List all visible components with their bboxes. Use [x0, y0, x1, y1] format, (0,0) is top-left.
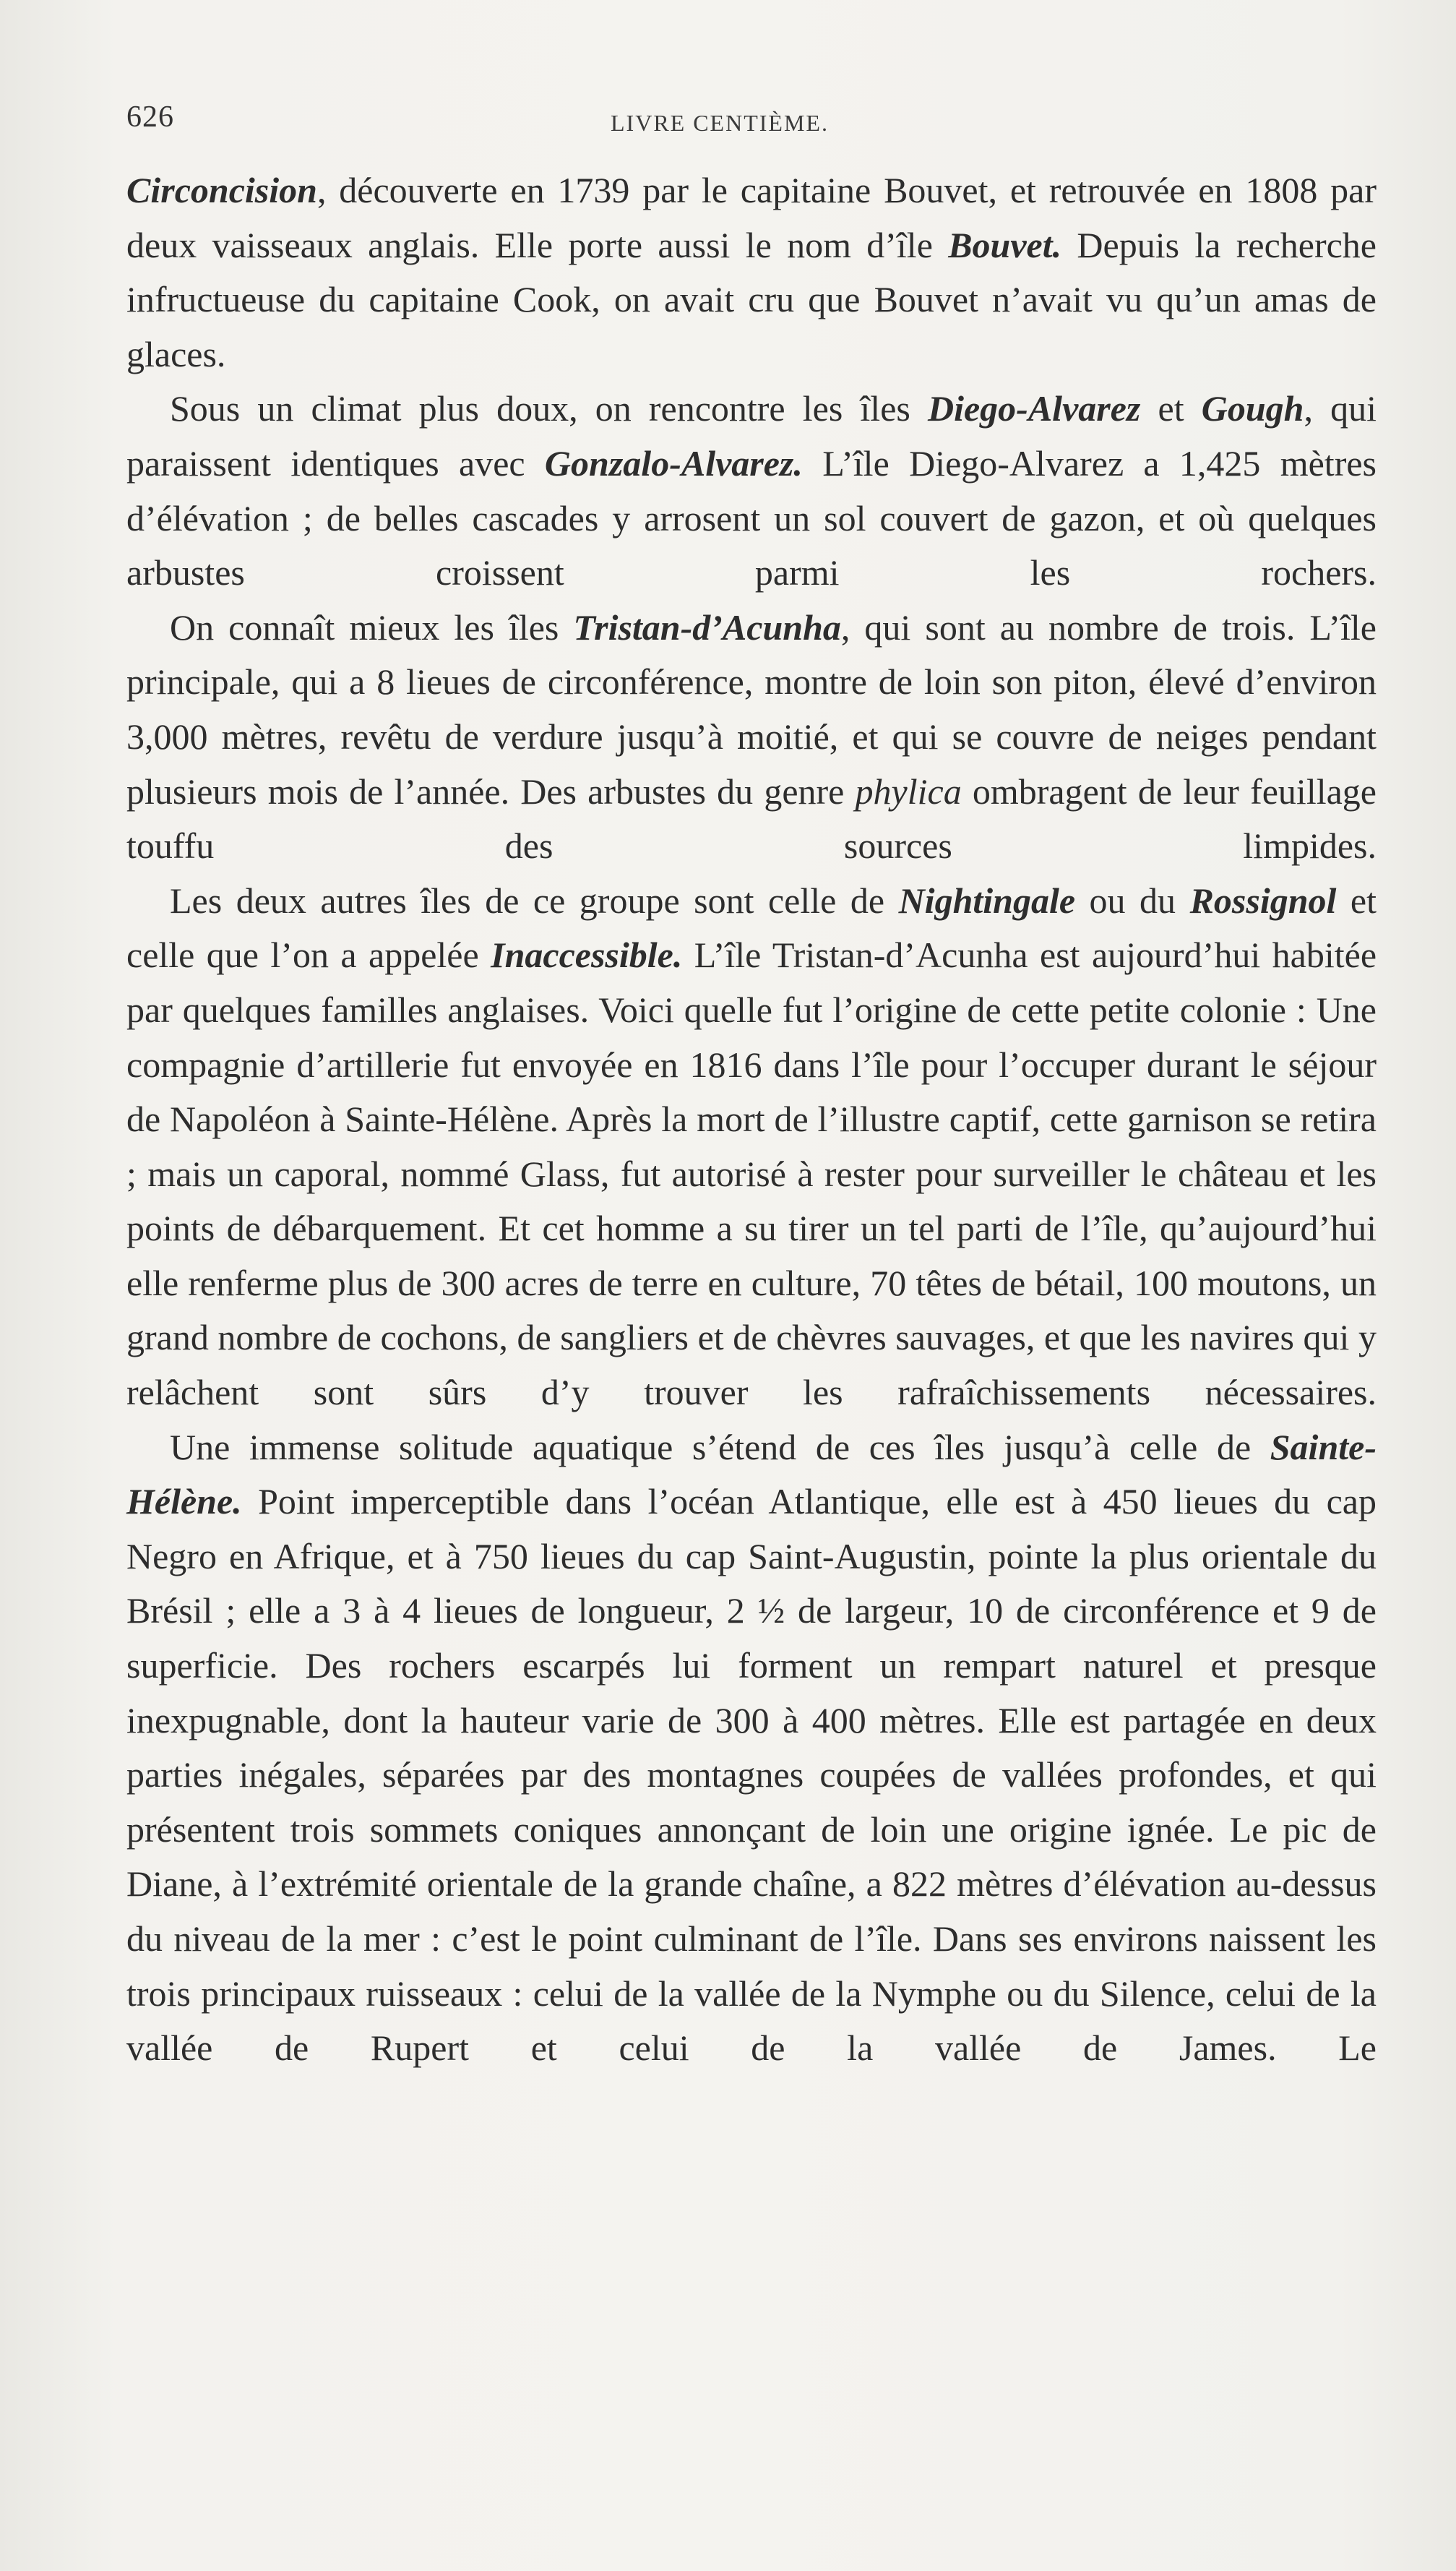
emphasized-text: Circoncision — [126, 170, 317, 210]
emphasized-text: Tristan-d’Acunha — [573, 606, 841, 648]
emphasized-text: Sainte-Hélène. — [126, 1426, 1377, 1522]
text-run: Les deux autres îles de ce groupe sont celle de — [170, 880, 899, 921]
emphasized-text: Gonzalo-Alvarez. — [544, 442, 803, 484]
emphasized-text: Nightingale — [898, 880, 1076, 921]
emphasized-text: Diego-Alvarez — [927, 388, 1141, 429]
text-run: On connaît mieux les îles — [170, 606, 574, 648]
text-run: L’île Tristan-d’Acunha est aujourd’hui habitée par quelques familles anglaises. Voici quelle fut l’origine de cette petite colonie : Une compagnie d’artillerie fut envoyée en 1816 dans l’île pour l’occuper durant le séjour de Napoléon à Sainte-Hélène. Après la mort de l’illustre captif, cette garnison se retira ; mais un caporal, nommé Glass, fut autorisé à rester pour surveiller le château et les points de débarquement. Et cet homme a su tirer un tel parti de l’île, qu’aujourd’hui elle renferme plus de 300 acres de terre en culture, 70 têtes de bétail, 100 moutons, un grand nombre de cochons, de sangliers et de chèvres sauvages, et que les navires qui y relâchent sont sûrs d’y trouver les rafraîchissements nécessaires. — [126, 935, 1377, 1413]
emphasized-text: Rossignol — [1189, 880, 1337, 921]
text-run: Une immense solitude aquatique s’étend de ces îles jusqu’à celle de — [170, 1426, 1270, 1467]
emphasized-text: Gough — [1201, 388, 1304, 429]
paragraph — [126, 163, 1377, 382]
text-run: , qui paraissent identiques avec — [126, 388, 1377, 484]
text-run: Sous un climat plus doux, on rencontre les îles — [170, 388, 928, 429]
page-number: 626 — [126, 100, 174, 134]
emphasized-text: Bouvet. — [948, 224, 1062, 265]
text-run: Depuis la recherche infructueuse du capitaine Cook, on avait cru que Bouvet n’avait vu qu’un amas de glaces. — [126, 224, 1377, 374]
text-run: ombragent de leur feuillage touffu des sources limpides. — [126, 771, 1377, 867]
paragraph — [126, 874, 1377, 1420]
paragraph — [126, 1420, 1377, 2076]
body-text — [126, 163, 1377, 2076]
text-run: , découverte en 1739 par le capitaine Bouvet, et retrouvée en 1808 par deux vaisseaux anglais. Elle porte aussi le nom d’île — [126, 170, 1377, 265]
paragraph — [126, 601, 1377, 874]
text-run: L’île Diego-Alvarez a 1,425 mètres d’élévation ; de belles cascades y arrosent un sol couvert de gazon, et où quelques arbustes croissent parmi les rochers. — [126, 442, 1377, 593]
italic-text: phylica — [855, 771, 962, 812]
text-run: Point imperceptible dans l’océan Atlantique, elle est à 450 lieues du cap Negro en Afrique, et à 750 lieues du cap Saint-Augustin, pointe la plus orientale du Brésil ; elle a 3 à 4 lieues de longueur, 2 ½ de largeur, 10 de circonférence et 9 de superficie. Des rochers escarpés lui forment un rempart naturel et presque inexpugnable, dont la hauteur varie de 300 à 400 mètres. Elle est partagée en deux parties inégales, séparées par des montagnes coupées de vallées profondes, et qui présentent trois sommets coniques annonçant de loin une origine ignée. Le pic de Diane, à l’extrémité orientale de la grande chaîne, a 822 mètres d’élévation au-dessus du niveau de la mer : c’est le point culminant de l’île. Dans ses environs naissent les trois principaux ruisseaux : celui de la vallée de la Nymphe ou du Silence, celui de la vallée de Rupert et celui de la vallée de James. Le — [126, 1481, 1377, 2069]
text-run: , qui sont au nombre de trois. L’île principale, qui a 8 lieues de circonférence, montre de loin son piton, élevé d’environ 3,000 mètres, revêtu de verdure jusqu’à moitié, et qui se couvre de neiges pendant plusieurs mois de l’année. Des arbustes du genre — [126, 606, 1377, 812]
page-header — [126, 100, 1369, 143]
running-head: LIVRE CENTIÈME. — [611, 110, 829, 136]
emphasized-text: Inaccessible. — [491, 935, 683, 976]
paragraph — [126, 382, 1377, 600]
text-run: et — [1140, 388, 1202, 429]
text-run: et celle que l’on a appelée — [126, 880, 1377, 976]
text-run: ou du — [1075, 880, 1190, 921]
